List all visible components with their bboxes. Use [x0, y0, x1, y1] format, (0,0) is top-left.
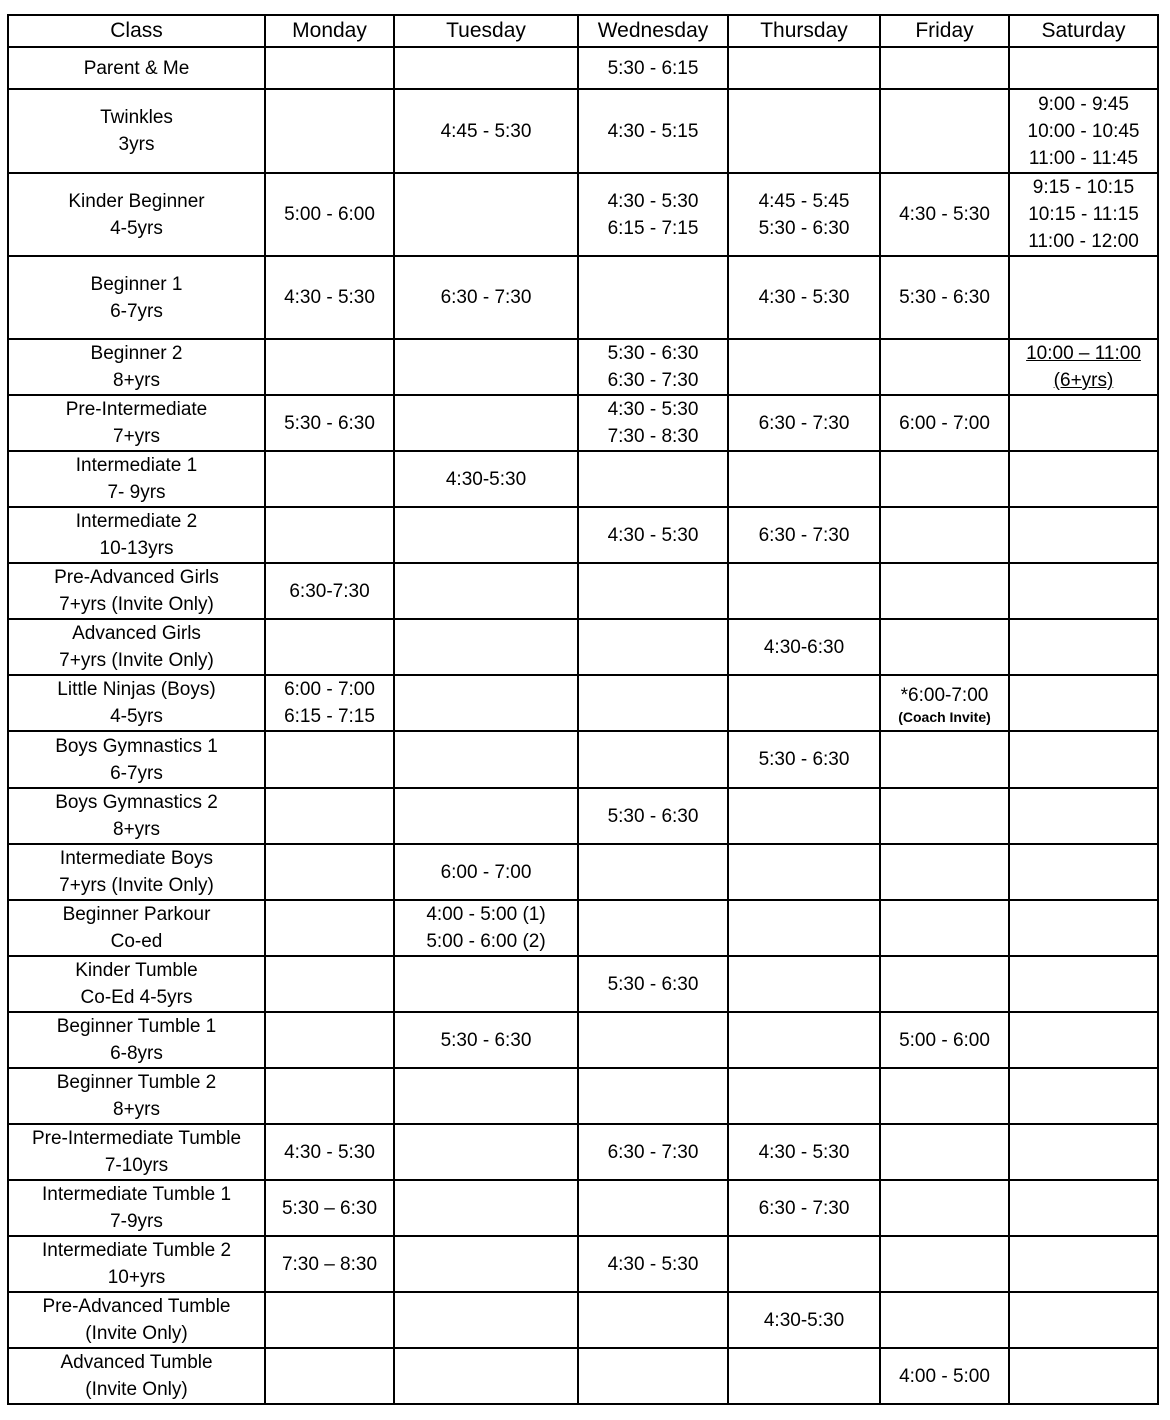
table-row: [8, 731, 1158, 788]
time-cell-wednesday: [578, 1348, 728, 1404]
time-cell-thursday: [728, 675, 880, 731]
table-row: [8, 1236, 1158, 1292]
time-cell-saturday: [1009, 900, 1158, 956]
time-cell-thursday: [728, 47, 880, 89]
time-cell-monday: [265, 339, 394, 395]
table-row: [8, 675, 1158, 731]
time-cell-wednesday: [578, 956, 728, 1012]
time-cell-thursday: [728, 1292, 880, 1348]
time-slot: 5:30 - 6:30: [607, 973, 699, 995]
time-cell-tuesday: [394, 1292, 578, 1348]
time-cell-saturday: [1009, 1068, 1158, 1124]
time-cell-monday: [265, 619, 394, 675]
class-cell: [8, 900, 265, 956]
time-cell-friday: [880, 451, 1009, 507]
time-cell-tuesday: [394, 507, 578, 563]
class-age: 10-13yrs: [99, 538, 174, 559]
time-cell-saturday: [1009, 563, 1158, 619]
table-row: [8, 339, 1158, 395]
class-name: Kinder Beginner: [68, 190, 205, 212]
time-cell-tuesday: [394, 1348, 578, 1404]
time-slot: 6:15 - 7:15: [284, 706, 375, 727]
header-row: [8, 15, 1158, 47]
table-row: [8, 1124, 1158, 1180]
table-row: [8, 1012, 1158, 1068]
time-cell-monday: [265, 731, 394, 788]
class-age: 8+yrs: [113, 370, 160, 391]
time-slot: 4:45 - 5:30: [440, 120, 532, 142]
time-slot: 11:00 - 11:45: [1028, 147, 1139, 169]
time-slot: 6:30 - 7:30: [758, 524, 850, 546]
table-row: [8, 451, 1158, 507]
time-cell-monday: [265, 844, 394, 900]
time-cell-monday: [265, 47, 394, 89]
time-cell-monday: [265, 451, 394, 507]
class-cell: [8, 844, 265, 900]
time-cell-tuesday: [394, 256, 578, 339]
time-slot: 6:30-7:30: [289, 580, 370, 602]
time-cell-tuesday: [394, 1236, 578, 1292]
time-cell-friday: [880, 731, 1009, 788]
time-slot: 5:30 - 6:30: [440, 1029, 532, 1051]
time-cell-wednesday: [578, 563, 728, 619]
time-slot: 4:30 - 5:15: [607, 120, 699, 142]
time-cell-wednesday: [578, 1012, 728, 1068]
header-class: Class: [8, 15, 265, 47]
class-name: Beginner Tumble 1: [56, 1016, 217, 1037]
time-slot: 9:00 - 9:45: [1038, 93, 1129, 115]
time-cell-saturday: [1009, 395, 1158, 451]
time-cell-thursday: [728, 395, 880, 451]
time-cell-wednesday: [578, 395, 728, 451]
time-cell-wednesday: [578, 900, 728, 956]
class-name: Kinder Tumble: [75, 960, 198, 981]
time-cell-friday: [880, 1012, 1009, 1068]
class-age: (Invite Only): [85, 1379, 188, 1400]
class-name: Advanced Tumble: [60, 1352, 213, 1373]
table-row: [8, 1292, 1158, 1348]
class-cell: [8, 1180, 265, 1236]
time-cell-wednesday: [578, 451, 728, 507]
class-age: 7+yrs (Invite Only): [59, 875, 214, 896]
time-cell-wednesday: [578, 1068, 728, 1124]
time-cell-monday: [265, 89, 394, 173]
time-slot: 4:30 - 5:30: [607, 399, 699, 420]
time-slot: 5:30 - 6:30: [899, 287, 990, 308]
table-row: [8, 507, 1158, 563]
time-cell-thursday: [728, 1012, 880, 1068]
time-cell-saturday: [1009, 173, 1158, 256]
time-slot: 6:00 - 7:00: [440, 861, 532, 883]
time-slot: 6:30 - 7:30: [607, 370, 699, 391]
time-cell-thursday: [728, 1180, 880, 1236]
header-saturday: Saturday: [1009, 15, 1158, 47]
time-note: (Coach Invite): [898, 708, 991, 725]
time-cell-monday: [265, 1292, 394, 1348]
time-cell-monday: [265, 956, 394, 1012]
class-cell: [8, 1292, 265, 1348]
time-cell-thursday: [728, 619, 880, 675]
time-cell-saturday: [1009, 731, 1158, 788]
time-slot: 4:30 - 5:30: [607, 1253, 699, 1275]
class-name: Beginner 2: [90, 343, 183, 364]
table-row: [8, 844, 1158, 900]
time-cell-wednesday: [578, 1236, 728, 1292]
time-cell-thursday: [728, 788, 880, 844]
time-cell-saturday: [1009, 1124, 1158, 1180]
header-friday: Friday: [880, 15, 1009, 47]
class-cell: [8, 1012, 265, 1068]
time-cell-monday: [265, 1012, 394, 1068]
class-age: 7+yrs (Invite Only): [59, 650, 214, 671]
time-cell-monday: [265, 1124, 394, 1180]
time-cell-saturday: [1009, 451, 1158, 507]
class-cell: [8, 956, 265, 1012]
time-slot: 5:30 – 6:30: [281, 1197, 378, 1219]
table-row: [8, 89, 1158, 173]
time-cell-wednesday: [578, 1292, 728, 1348]
class-age: 8+yrs: [113, 1099, 160, 1120]
class-age: 4-5yrs: [110, 706, 163, 727]
class-name: Intermediate Tumble 1: [41, 1184, 232, 1205]
time-cell-saturday: [1009, 1012, 1158, 1068]
time-slot: 5:00 - 6:00: [899, 1029, 990, 1051]
header-monday: Monday: [265, 15, 394, 47]
time-cell-monday: [265, 1236, 394, 1292]
class-age: 10+yrs: [107, 1267, 166, 1288]
time-cell-wednesday: [578, 256, 728, 339]
time-slot: 4:45 - 5:45: [758, 190, 850, 212]
time-slot: 10:00 - 10:45: [1027, 120, 1140, 142]
table-row: [8, 563, 1158, 619]
table-row: [8, 173, 1158, 256]
class-age: 6-7yrs: [110, 762, 163, 784]
time-cell-thursday: [728, 339, 880, 395]
time-cell-monday: [265, 675, 394, 731]
class-cell: [8, 507, 265, 563]
time-cell-tuesday: [394, 1012, 578, 1068]
class-name: Pre-Intermediate: [65, 399, 208, 420]
class-age: (Invite Only): [85, 1323, 188, 1344]
time-cell-tuesday: [394, 956, 578, 1012]
time-slot: 5:00 - 6:00 (2): [426, 931, 546, 952]
time-cell-saturday: [1009, 1236, 1158, 1292]
class-cell: [8, 395, 265, 451]
time-cell-saturday: [1009, 507, 1158, 563]
class-name: Advanced Girls: [72, 623, 201, 644]
time-cell-friday: [880, 1348, 1009, 1404]
time-cell-saturday: [1009, 1292, 1158, 1348]
time-slot: 4:30 - 5:30: [284, 1141, 375, 1163]
class-cell: [8, 256, 265, 339]
time-cell-thursday: [728, 1348, 880, 1404]
class-name: Boys Gymnastics 2: [55, 792, 218, 813]
class-cell: [8, 1236, 265, 1292]
time-slot: 4:30 - 5:30: [758, 1141, 850, 1163]
time-cell-thursday: [728, 1068, 880, 1124]
class-cell: [8, 619, 265, 675]
class-name: Twinkles: [100, 107, 173, 128]
time-cell-saturday: [1009, 1348, 1158, 1404]
time-slot: 6:00 - 7:00: [899, 412, 990, 434]
class-age: 7+yrs (Invite Only): [59, 594, 214, 615]
time-slot: 5:30 - 6:30: [758, 217, 850, 239]
time-cell-monday: [265, 507, 394, 563]
class-age: 7- 9yrs: [107, 482, 166, 503]
time-cell-wednesday: [578, 844, 728, 900]
time-cell-friday: [880, 1292, 1009, 1348]
time-cell-friday: [880, 507, 1009, 563]
time-cell-saturday: [1009, 1180, 1158, 1236]
time-cell-wednesday: [578, 619, 728, 675]
time-slot: 6:30 - 7:30: [607, 1141, 699, 1163]
time-cell-tuesday: [394, 900, 578, 956]
time-cell-monday: [265, 1348, 394, 1404]
time-cell-friday: [880, 844, 1009, 900]
time-slot: 7:30 - 8:30: [607, 426, 699, 447]
time-slot: 11:00 - 12:00: [1028, 231, 1139, 252]
time-cell-saturday: [1009, 619, 1158, 675]
class-age: 8+yrs: [113, 819, 160, 840]
class-name: Intermediate 1: [75, 455, 198, 476]
table-row: [8, 956, 1158, 1012]
time-slot: 5:30 - 6:30: [284, 412, 375, 434]
time-slot: 4:30 - 5:30: [284, 287, 375, 308]
time-slot: 4:30 - 5:30: [899, 204, 990, 225]
time-slot: 6:30 - 7:30: [758, 1197, 850, 1219]
time-cell-tuesday: [394, 563, 578, 619]
class-age: 4-5yrs: [110, 217, 163, 239]
time-cell-tuesday: [394, 619, 578, 675]
time-cell-saturday: [1009, 256, 1158, 339]
time-cell-monday: [265, 788, 394, 844]
class-name: Beginner Parkour: [62, 904, 211, 925]
time-slot: 4:00 - 5:00 (1): [426, 904, 546, 925]
time-slot: 6:30 - 7:30: [758, 412, 850, 434]
table-row: [8, 256, 1158, 339]
time-cell-friday: [880, 339, 1009, 395]
table-row: [8, 619, 1158, 675]
time-cell-friday: [880, 89, 1009, 173]
class-age: 7+yrs: [113, 426, 160, 447]
table-row: [8, 788, 1158, 844]
class-cell: [8, 563, 265, 619]
time-slot: 7:30 – 8:30: [281, 1253, 378, 1275]
time-slot: 5:30 - 6:15: [607, 57, 699, 79]
class-name: Pre-Advanced Tumble: [42, 1296, 231, 1317]
time-slot: *6:00-7:00: [900, 684, 989, 706]
time-cell-tuesday: [394, 173, 578, 256]
time-cell-thursday: [728, 507, 880, 563]
time-cell-friday: [880, 619, 1009, 675]
class-name: Intermediate Boys: [59, 848, 214, 869]
time-cell-tuesday: [394, 675, 578, 731]
time-slot: 10:15 - 11:15: [1028, 204, 1139, 225]
class-age: 6-7yrs: [110, 300, 163, 322]
table-row: [8, 47, 1158, 89]
table-row: [8, 1068, 1158, 1124]
time-cell-tuesday: [394, 47, 578, 89]
time-cell-saturday: [1009, 89, 1158, 173]
class-cell: [8, 47, 265, 89]
class-name: Intermediate Tumble 2: [41, 1240, 232, 1261]
time-cell-tuesday: [394, 451, 578, 507]
time-slot: 10:00 – 11:00: [1026, 343, 1141, 364]
table-row: [8, 900, 1158, 956]
header-wednesday: Wednesday: [578, 15, 728, 47]
time-cell-monday: [265, 1180, 394, 1236]
time-slot: 4:30-5:30: [445, 468, 527, 490]
class-name: Beginner Tumble 2: [56, 1072, 217, 1093]
time-slot: 9:15 - 10:15: [1032, 177, 1135, 198]
time-cell-thursday: [728, 563, 880, 619]
class-cell: [8, 731, 265, 788]
time-cell-friday: [880, 1068, 1009, 1124]
time-slot: 5:30 - 6:30: [758, 749, 850, 770]
time-slot: (6+yrs): [1053, 370, 1114, 391]
class-age: Co-Ed 4-5yrs: [80, 987, 193, 1008]
time-cell-friday: [880, 956, 1009, 1012]
time-cell-wednesday: [578, 731, 728, 788]
time-slot: 6:15 - 7:15: [607, 217, 699, 239]
time-cell-thursday: [728, 89, 880, 173]
class-name: Little Ninjas (Boys): [57, 679, 216, 700]
time-cell-tuesday: [394, 731, 578, 788]
class-name: Parent & Me: [83, 57, 190, 79]
time-slot: 4:00 - 5:00: [899, 1365, 990, 1387]
class-cell: [8, 1068, 265, 1124]
class-schedule-table: [7, 14, 1159, 1405]
time-slot: 4:30 - 5:30: [607, 524, 699, 546]
time-cell-friday: [880, 1236, 1009, 1292]
time-cell-tuesday: [394, 395, 578, 451]
time-cell-thursday: [728, 900, 880, 956]
class-age: Co-ed: [110, 931, 163, 952]
time-slot: 4:30-6:30: [763, 636, 845, 658]
time-cell-monday: [265, 395, 394, 451]
time-cell-wednesday: [578, 1180, 728, 1236]
time-cell-wednesday: [578, 47, 728, 89]
time-cell-saturday: [1009, 675, 1158, 731]
time-slot: 5:00 - 6:00: [284, 204, 375, 225]
time-cell-tuesday: [394, 788, 578, 844]
time-cell-tuesday: [394, 844, 578, 900]
time-cell-thursday: [728, 731, 880, 788]
schedule-body: [8, 47, 1158, 1404]
time-cell-monday: [265, 1068, 394, 1124]
time-cell-thursday: [728, 1124, 880, 1180]
class-age: 3yrs: [118, 134, 155, 155]
table-row: [8, 1180, 1158, 1236]
time-cell-friday: [880, 256, 1009, 339]
time-cell-friday: [880, 1124, 1009, 1180]
class-name: Beginner 1: [90, 273, 183, 295]
time-cell-thursday: [728, 173, 880, 256]
time-cell-thursday: [728, 451, 880, 507]
time-cell-tuesday: [394, 339, 578, 395]
time-slot: 4:30-5:30: [763, 1309, 845, 1331]
time-cell-friday: [880, 47, 1009, 89]
class-name: Pre-Intermediate Tumble: [31, 1128, 242, 1149]
class-name: Intermediate 2: [75, 511, 198, 532]
time-cell-wednesday: [578, 788, 728, 844]
time-cell-monday: [265, 256, 394, 339]
header-thursday: Thursday: [728, 15, 880, 47]
class-cell: [8, 675, 265, 731]
time-cell-wednesday: [578, 89, 728, 173]
class-age: 7-9yrs: [110, 1211, 163, 1232]
time-cell-friday: [880, 1180, 1009, 1236]
time-slot: 4:30 - 5:30: [607, 190, 699, 212]
class-cell: [8, 788, 265, 844]
time-cell-wednesday: [578, 1124, 728, 1180]
time-cell-tuesday: [394, 1180, 578, 1236]
time-cell-thursday: [728, 956, 880, 1012]
time-cell-friday: [880, 900, 1009, 956]
table-row: [8, 1348, 1158, 1404]
table-row: [8, 395, 1158, 451]
time-cell-wednesday: [578, 339, 728, 395]
time-slot: 5:30 - 6:30: [607, 343, 699, 364]
time-cell-monday: [265, 563, 394, 619]
class-cell: [8, 339, 265, 395]
time-cell-friday: [880, 173, 1009, 256]
time-cell-thursday: [728, 844, 880, 900]
time-cell-friday: [880, 395, 1009, 451]
time-cell-thursday: [728, 1236, 880, 1292]
time-cell-tuesday: [394, 1124, 578, 1180]
time-cell-wednesday: [578, 507, 728, 563]
time-slot: 6:30 - 7:30: [440, 287, 532, 308]
time-cell-monday: [265, 173, 394, 256]
time-cell-friday: [880, 788, 1009, 844]
time-cell-friday: [880, 563, 1009, 619]
time-cell-tuesday: [394, 89, 578, 173]
time-slot: 6:00 - 7:00: [284, 679, 375, 700]
time-cell-saturday: [1009, 956, 1158, 1012]
class-age: 7-10yrs: [104, 1155, 169, 1176]
class-age: 6-8yrs: [110, 1043, 163, 1064]
time-cell-monday: [265, 900, 394, 956]
time-cell-wednesday: [578, 675, 728, 731]
class-name: Pre-Advanced Girls: [54, 567, 219, 588]
class-cell: [8, 173, 265, 256]
time-cell-tuesday: [394, 1068, 578, 1124]
header-tuesday: Tuesday: [394, 15, 578, 47]
class-name: Boys Gymnastics 1: [55, 735, 218, 757]
class-cell: [8, 1124, 265, 1180]
time-cell-friday: [880, 675, 1009, 731]
time-cell-saturday: [1009, 339, 1158, 395]
time-cell-wednesday: [578, 173, 728, 256]
time-cell-saturday: [1009, 788, 1158, 844]
time-slot: 5:30 - 6:30: [607, 805, 699, 827]
time-cell-thursday: [728, 256, 880, 339]
class-cell: [8, 1348, 265, 1404]
time-cell-saturday: [1009, 47, 1158, 89]
class-cell: [8, 451, 265, 507]
time-slot: 4:30 - 5:30: [758, 287, 850, 308]
class-cell: [8, 89, 265, 173]
time-cell-saturday: [1009, 844, 1158, 900]
